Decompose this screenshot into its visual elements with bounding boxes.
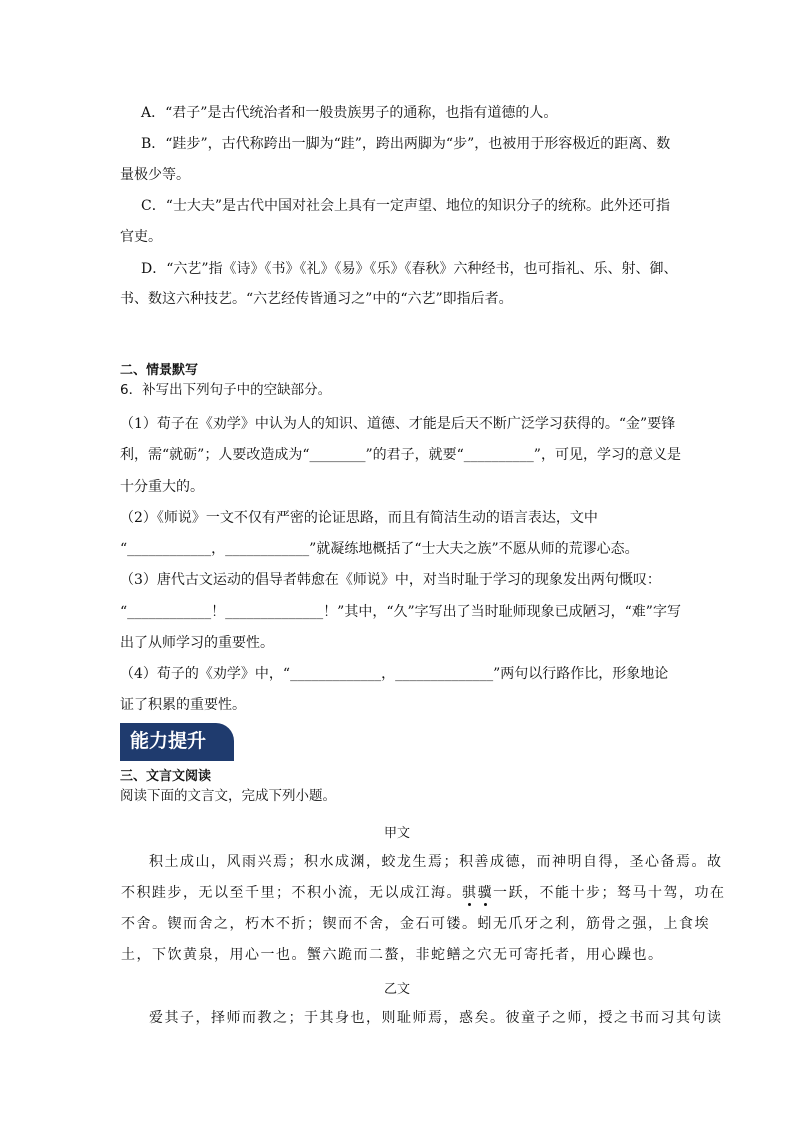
passage-jia-line2 (121, 883, 726, 903)
passage-yi-line1: 爱其子，择师而教之；于其身也，则耻师焉，惑矣。彼童子之师，授之书而习其句读 (149, 1010, 723, 1026)
q6-part3-line3: 出了从师学习的重要性。 (120, 635, 274, 651)
emphasis-char-qi: 骐 (462, 885, 478, 901)
q6-part4-line1: （4）荀子的《劝学》中，“_____________，______________”两句以行路作比，形象地论 (120, 666, 669, 682)
q6-part3-line1: （3）唐代古文运动的倡导者韩愈在《师说》中，对当时耻于学习的现象发出两句慨叹： (120, 572, 661, 588)
option-c-line1: C．“士大夫”是古代中国对社会上具有一定声望、地位的知识分子的统称。此外还可指 (141, 198, 671, 214)
passage-jia-line1: 积土成山，风雨兴焉；积水成渊，蛟龙生焉；积善成德，而神明自得，圣心备焉。故 (149, 854, 723, 870)
section2-heading: 二、情景默写 (120, 363, 199, 378)
option-d-line2: 书、数这六种技艺。“六艺经传皆通习之”中的“六艺”即指后者。 (120, 291, 513, 307)
q6-part2-line2: “____________，____________”就凝练地概括了“士大夫之族”不愿从师的荒谬心态。 (120, 541, 639, 557)
option-a: A．“君子”是古代统治者和一般贵族男子的通称，也指有道德的人。 (141, 105, 558, 121)
reading-intro: 阅读下面的文言文，完成下列小题。 (120, 788, 336, 804)
option-c-line2: 官吏。 (120, 229, 162, 245)
q6-part4-line2: 证了积累的重要性。 (120, 697, 246, 713)
q6-part1-line1: （1）荀子在《劝学》中认为人的知识、道德、才能是后天不断广泛学习获得的。“金”要锋 (120, 416, 676, 432)
q6-part2-line1: （2）《师说》一文不仅有严密的论证思路，而且有简洁生动的语言表达，文中 (120, 510, 598, 526)
passage-jia-line3: 不舍。锲而舍之，朽木不折；锲而不舍，金石可镂。蚓无爪牙之利，筋骨之强，上食埃 (121, 916, 710, 932)
q6-part1-line3: 十分重大的。 (120, 479, 204, 495)
option-b-line1: B．“跬步”，古代称跨出一脚为“跬”，跨出两脚为“步”，也被用于形容极近的距离、数 (141, 136, 671, 152)
section3-heading: 三、文言文阅读 (120, 769, 212, 784)
passage-jia-title: 甲文 (383, 826, 410, 841)
q6-part1-line2: 利，需“就砺”；人要改造成为“________”的君子，就要“__________”，可见，学习的意义是 (120, 447, 681, 463)
q6-part3-line2: “____________！______________！”其中，“久”字写出了当时耻师现象已成陋习，“难”字写 (120, 604, 681, 620)
passage-jia-line2-part1: 不积跬步，无以至千里；不积小流，无以成江海。 (121, 885, 462, 901)
ability-banner: 能力提升 (120, 723, 234, 759)
emphasis-char-ji: 骥 (477, 885, 493, 901)
option-b-line2: 量极少等。 (120, 167, 190, 183)
option-d-line1: D．“六艺”指《诗》《书》《礼》《易》《乐》《春秋》六种经书，也可指礼、乐、射、御、 (141, 261, 678, 277)
banner-rule (120, 759, 234, 761)
question-6: 6．补写出下列句子中的空缺部分。 (120, 382, 332, 398)
passage-jia-line2-part2: 一跃，不能十步；驽马十驾，功在 (493, 885, 726, 901)
passage-yi-title: 乙文 (383, 982, 410, 997)
passage-jia-line4: 土，下饮黄泉，用心一也。蟹六跪而二螯，非蛇鳝之穴无可寄托者，用心躁也。 (121, 947, 664, 963)
